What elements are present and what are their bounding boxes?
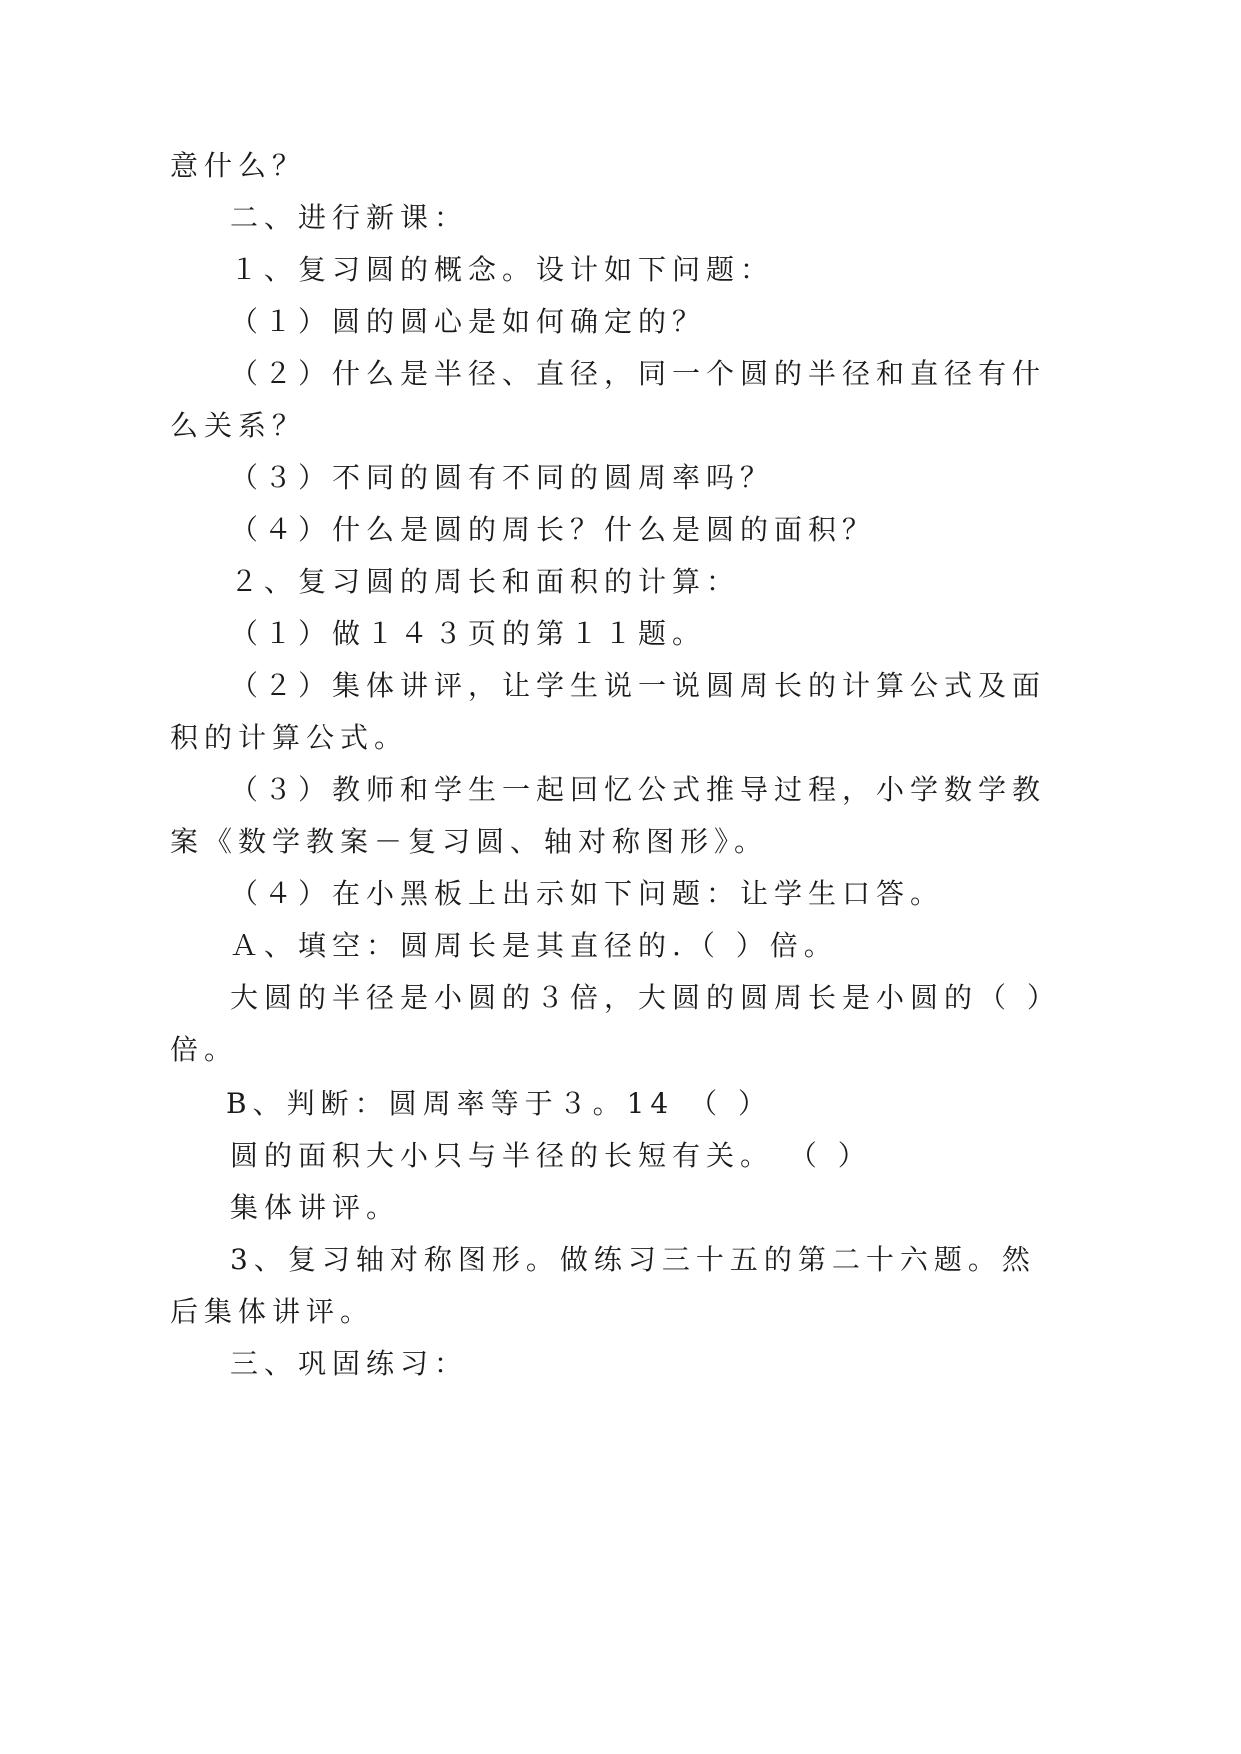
text-line: １、复习圆的概念。设计如下问题： bbox=[230, 253, 775, 286]
text-line: 积的计算公式。 bbox=[170, 721, 409, 754]
text-line: 大圆的半径是小圆的３倍，大圆的圆周长是小圆的（ ） bbox=[230, 981, 1061, 1014]
text-line: （１）做１４３页的第１１题。 bbox=[230, 617, 707, 650]
text-line: ２、复习圆的周长和面积的计算： bbox=[230, 565, 741, 598]
text-line: （３）不同的圆有不同的圆周率吗？ bbox=[230, 461, 775, 494]
text-line: （１）圆的圆心是如何确定的？ bbox=[230, 305, 707, 338]
text-line: （４）在小黑板上出示如下问题：让学生口答。 bbox=[230, 877, 945, 910]
section-heading: 三、巩固练习： bbox=[230, 1347, 469, 1380]
text-line: 案《数学教案－复习圆、轴对称图形》。 bbox=[170, 825, 769, 858]
text-line: 3、复习轴对称图形。做练习三十五的第二十六题。然 bbox=[230, 1243, 1036, 1276]
text-line: （２）什么是半径、直径，同一个圆的半径和直径有什 bbox=[230, 357, 1047, 390]
text-line: （３）教师和学生一起回忆公式推导过程，小学数学教 bbox=[230, 773, 1047, 806]
text-line: 圆的面积大小只与半径的长短有关。 （ ） bbox=[230, 1139, 872, 1172]
text-line: 后集体讲评。 bbox=[170, 1295, 375, 1328]
text-line: （２）集体讲评，让学生说一说圆周长的计算公式及面 bbox=[230, 669, 1047, 702]
text-line: Ａ、填空：圆周长是其直径的.（ ）倍。 bbox=[230, 929, 838, 962]
text-line: 集体讲评。 bbox=[230, 1191, 401, 1224]
section-heading: 二、进行新课： bbox=[230, 201, 469, 234]
text-line: 倍。 bbox=[170, 1033, 239, 1066]
text-line: （４）什么是圆的周长？什么是圆的面积？ bbox=[230, 513, 877, 546]
text-line: 意什么？ bbox=[170, 149, 307, 182]
text-line: 么关系？ bbox=[170, 409, 307, 442]
text-line: B、判断：圆周率等于３。14 （ ） bbox=[226, 1087, 773, 1120]
